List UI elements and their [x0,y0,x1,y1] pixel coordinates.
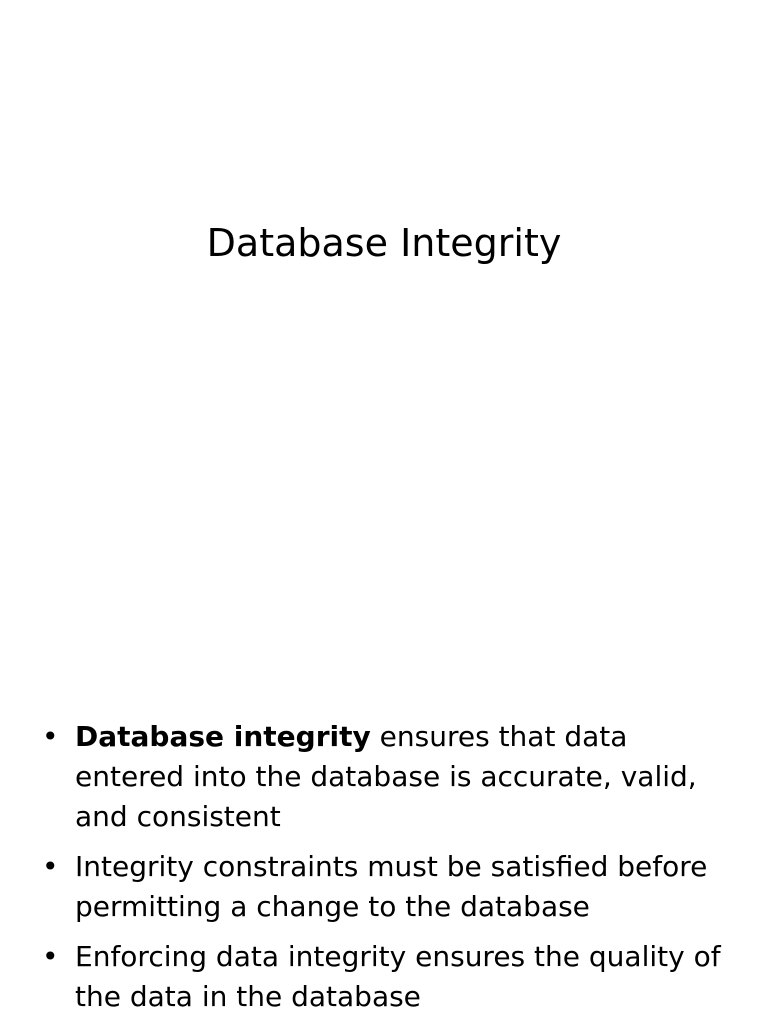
bullet-item [40,717,740,837]
bullet-text: Integrity constraints must be satisfied before permitting a change to the database [75,850,708,923]
bullet-dot-icon: • [42,720,59,753]
bullet-text: ensures that data entered into the database is accurate, valid, and consistent [75,720,697,833]
bullet-bold-term: Database integrity [75,720,371,753]
bullet-dot-icon: • [42,850,59,883]
bullet-text: Enforcing data integrity ensures the quality of the data in the database [75,940,721,1013]
bullet-dot-icon: • [42,940,59,973]
bullet-item [40,847,740,927]
slide-title: Database Integrity [206,221,562,265]
bullet-list [40,717,740,1027]
bullet-item [40,937,740,1017]
